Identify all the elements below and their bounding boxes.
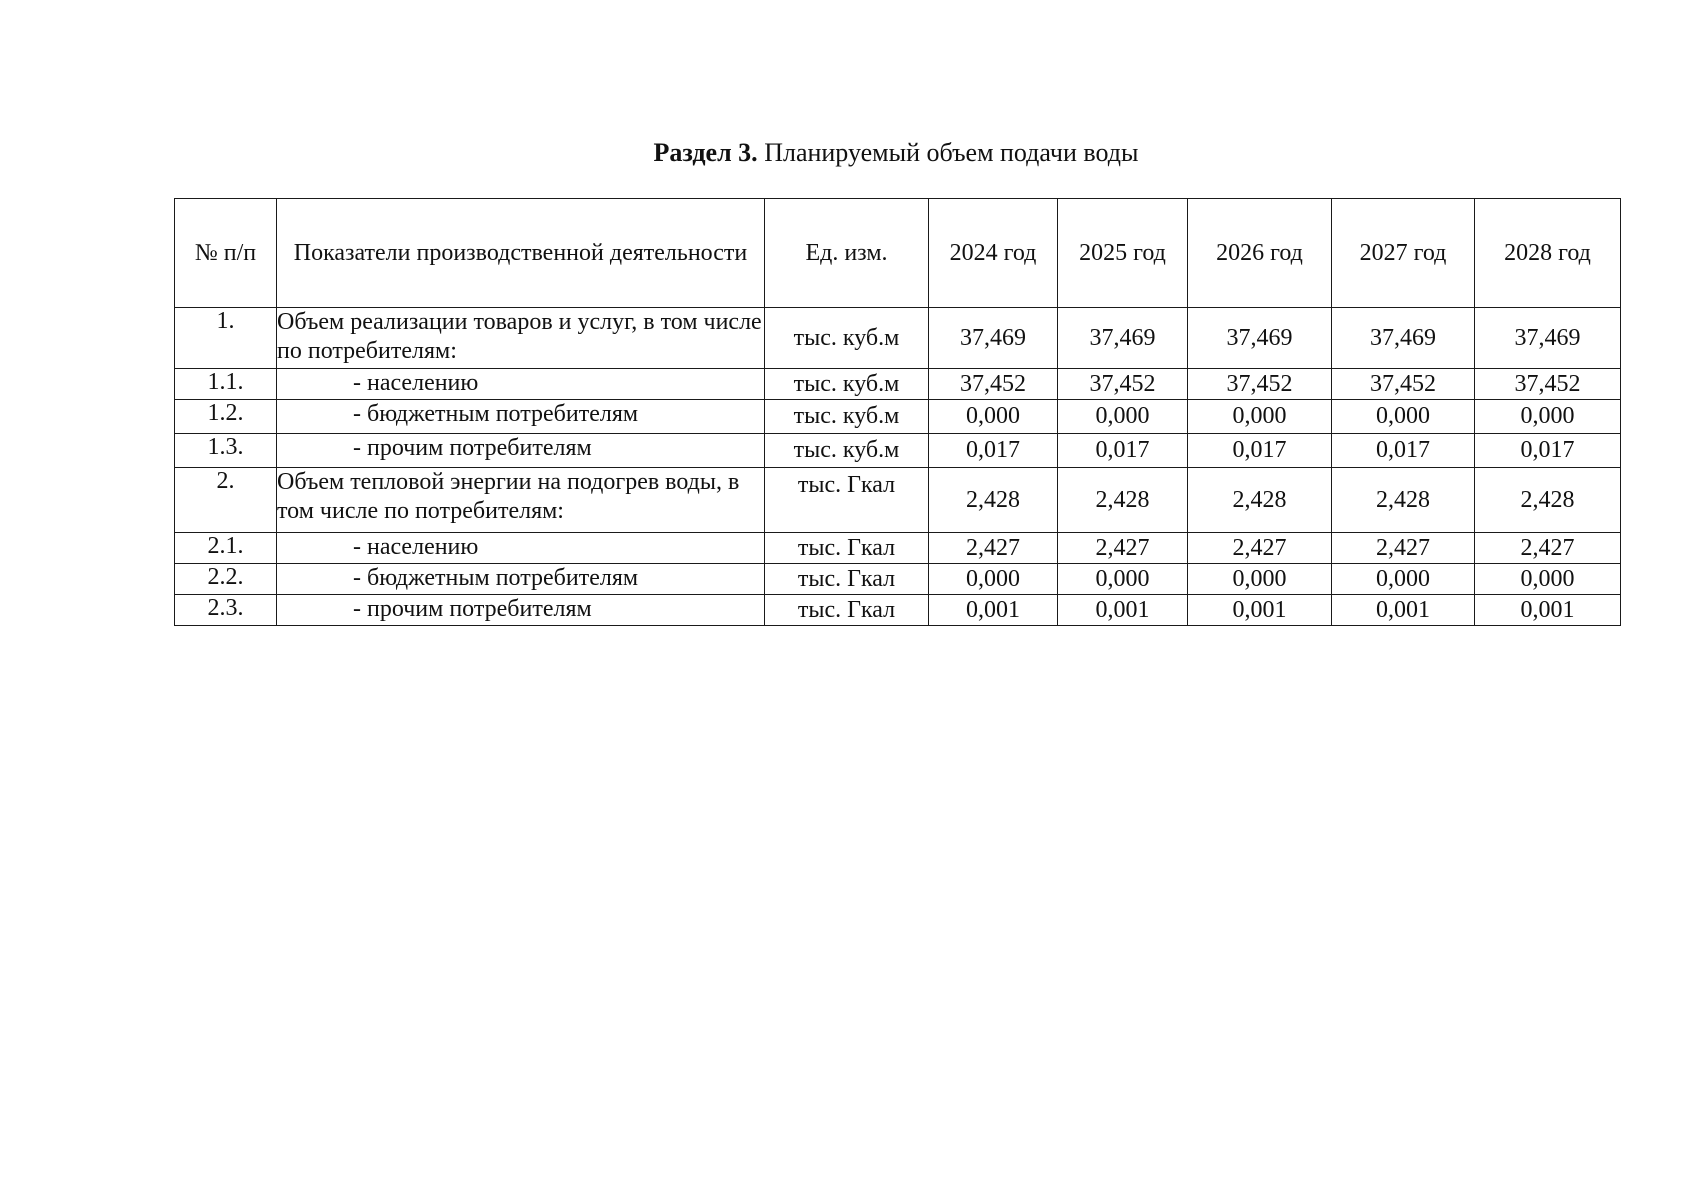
row-value: 37,452: [1475, 369, 1621, 400]
header-unit: Ед. изм.: [765, 199, 929, 308]
row-value: 37,452: [1188, 369, 1332, 400]
row-value: 2,427: [929, 533, 1058, 564]
table-row: [175, 533, 1621, 564]
row-value: 2,428: [1475, 468, 1621, 533]
row-value: 0,001: [1332, 595, 1475, 626]
row-value: 0,017: [1058, 434, 1188, 468]
row-unit: тыс. Гкал: [765, 533, 929, 564]
water-supply-table: [174, 198, 1621, 626]
row-name: - прочим потребителям: [277, 434, 765, 468]
row-value: 0,000: [1475, 564, 1621, 595]
row-value: 37,452: [1058, 369, 1188, 400]
row-unit: тыс. Гкал: [765, 595, 929, 626]
row-value: 0,017: [1475, 434, 1621, 468]
row-value: 2,427: [1475, 533, 1621, 564]
row-num: 2.: [175, 468, 277, 533]
row-unit: тыс. Гкал: [765, 468, 929, 533]
row-num: 1.2.: [175, 400, 277, 434]
section-number: Раздел 3.: [653, 138, 758, 167]
row-value: 37,452: [929, 369, 1058, 400]
row-unit: тыс. куб.м: [765, 400, 929, 434]
row-value: 0,017: [1332, 434, 1475, 468]
row-value: 2,428: [929, 468, 1058, 533]
page-title: [0, 136, 1707, 170]
row-value: 0,001: [1058, 595, 1188, 626]
row-name: Объем тепловой энергии на подогрев воды, в том числе по потребителям:: [277, 468, 765, 533]
row-value: 2,428: [1058, 468, 1188, 533]
header-year-2025: 2025 год: [1058, 199, 1188, 308]
row-value: 37,469: [929, 308, 1058, 369]
row-name: Объем реализации товаров и услуг, в том числе по потребителям:: [277, 308, 765, 369]
table-row: [175, 400, 1621, 434]
row-value: 0,000: [1332, 400, 1475, 434]
table-row: [175, 308, 1621, 369]
row-unit: тыс. куб.м: [765, 308, 929, 369]
row-name: - населению: [277, 533, 765, 564]
row-value: 0,017: [1188, 434, 1332, 468]
row-num: 1.1.: [175, 369, 277, 400]
table-header-row: [175, 199, 1621, 308]
header-indicator: Показатели производственной деятельности: [277, 199, 765, 308]
table-row: [175, 564, 1621, 595]
row-value: 0,000: [1058, 400, 1188, 434]
row-unit: тыс. куб.м: [765, 369, 929, 400]
table-row: [175, 468, 1621, 533]
header-year-2026: 2026 год: [1188, 199, 1332, 308]
row-value: 0,001: [929, 595, 1058, 626]
row-value: 2,427: [1058, 533, 1188, 564]
row-name: - населению: [277, 369, 765, 400]
row-unit: тыс. Гкал: [765, 564, 929, 595]
row-num: 2.2.: [175, 564, 277, 595]
row-value: 0,000: [1332, 564, 1475, 595]
table-row: [175, 595, 1621, 626]
row-value: 2,428: [1332, 468, 1475, 533]
header-year-2028: 2028 год: [1475, 199, 1621, 308]
row-value: 0,001: [1188, 595, 1332, 626]
row-value: 37,469: [1058, 308, 1188, 369]
header-year-2024: 2024 год: [929, 199, 1058, 308]
table-row: [175, 369, 1621, 400]
row-value: 0,000: [929, 564, 1058, 595]
row-value: 37,469: [1475, 308, 1621, 369]
row-unit: тыс. куб.м: [765, 434, 929, 468]
row-value: 37,469: [1188, 308, 1332, 369]
row-value: 0,000: [929, 400, 1058, 434]
row-name: - бюджетным потребителям: [277, 400, 765, 434]
row-value: 0,000: [1188, 400, 1332, 434]
row-value: 2,428: [1188, 468, 1332, 533]
row-value: 0,017: [929, 434, 1058, 468]
section-title: Планируемый объем подачи воды: [757, 138, 1139, 167]
row-num: 2.1.: [175, 533, 277, 564]
header-num: № п/п: [175, 199, 277, 308]
row-name: - бюджетным потребителям: [277, 564, 765, 595]
row-value: 0,000: [1475, 400, 1621, 434]
header-year-2027: 2027 год: [1332, 199, 1475, 308]
row-value: 2,427: [1332, 533, 1475, 564]
row-name: - прочим потребителям: [277, 595, 765, 626]
row-value: 0,000: [1188, 564, 1332, 595]
row-num: 1.3.: [175, 434, 277, 468]
row-value: 2,427: [1188, 533, 1332, 564]
row-value: 0,000: [1058, 564, 1188, 595]
row-num: 1.: [175, 308, 277, 369]
row-num: 2.3.: [175, 595, 277, 626]
table-row: [175, 434, 1621, 468]
row-value: 37,469: [1332, 308, 1475, 369]
row-value: 0,001: [1475, 595, 1621, 626]
row-value: 37,452: [1332, 369, 1475, 400]
